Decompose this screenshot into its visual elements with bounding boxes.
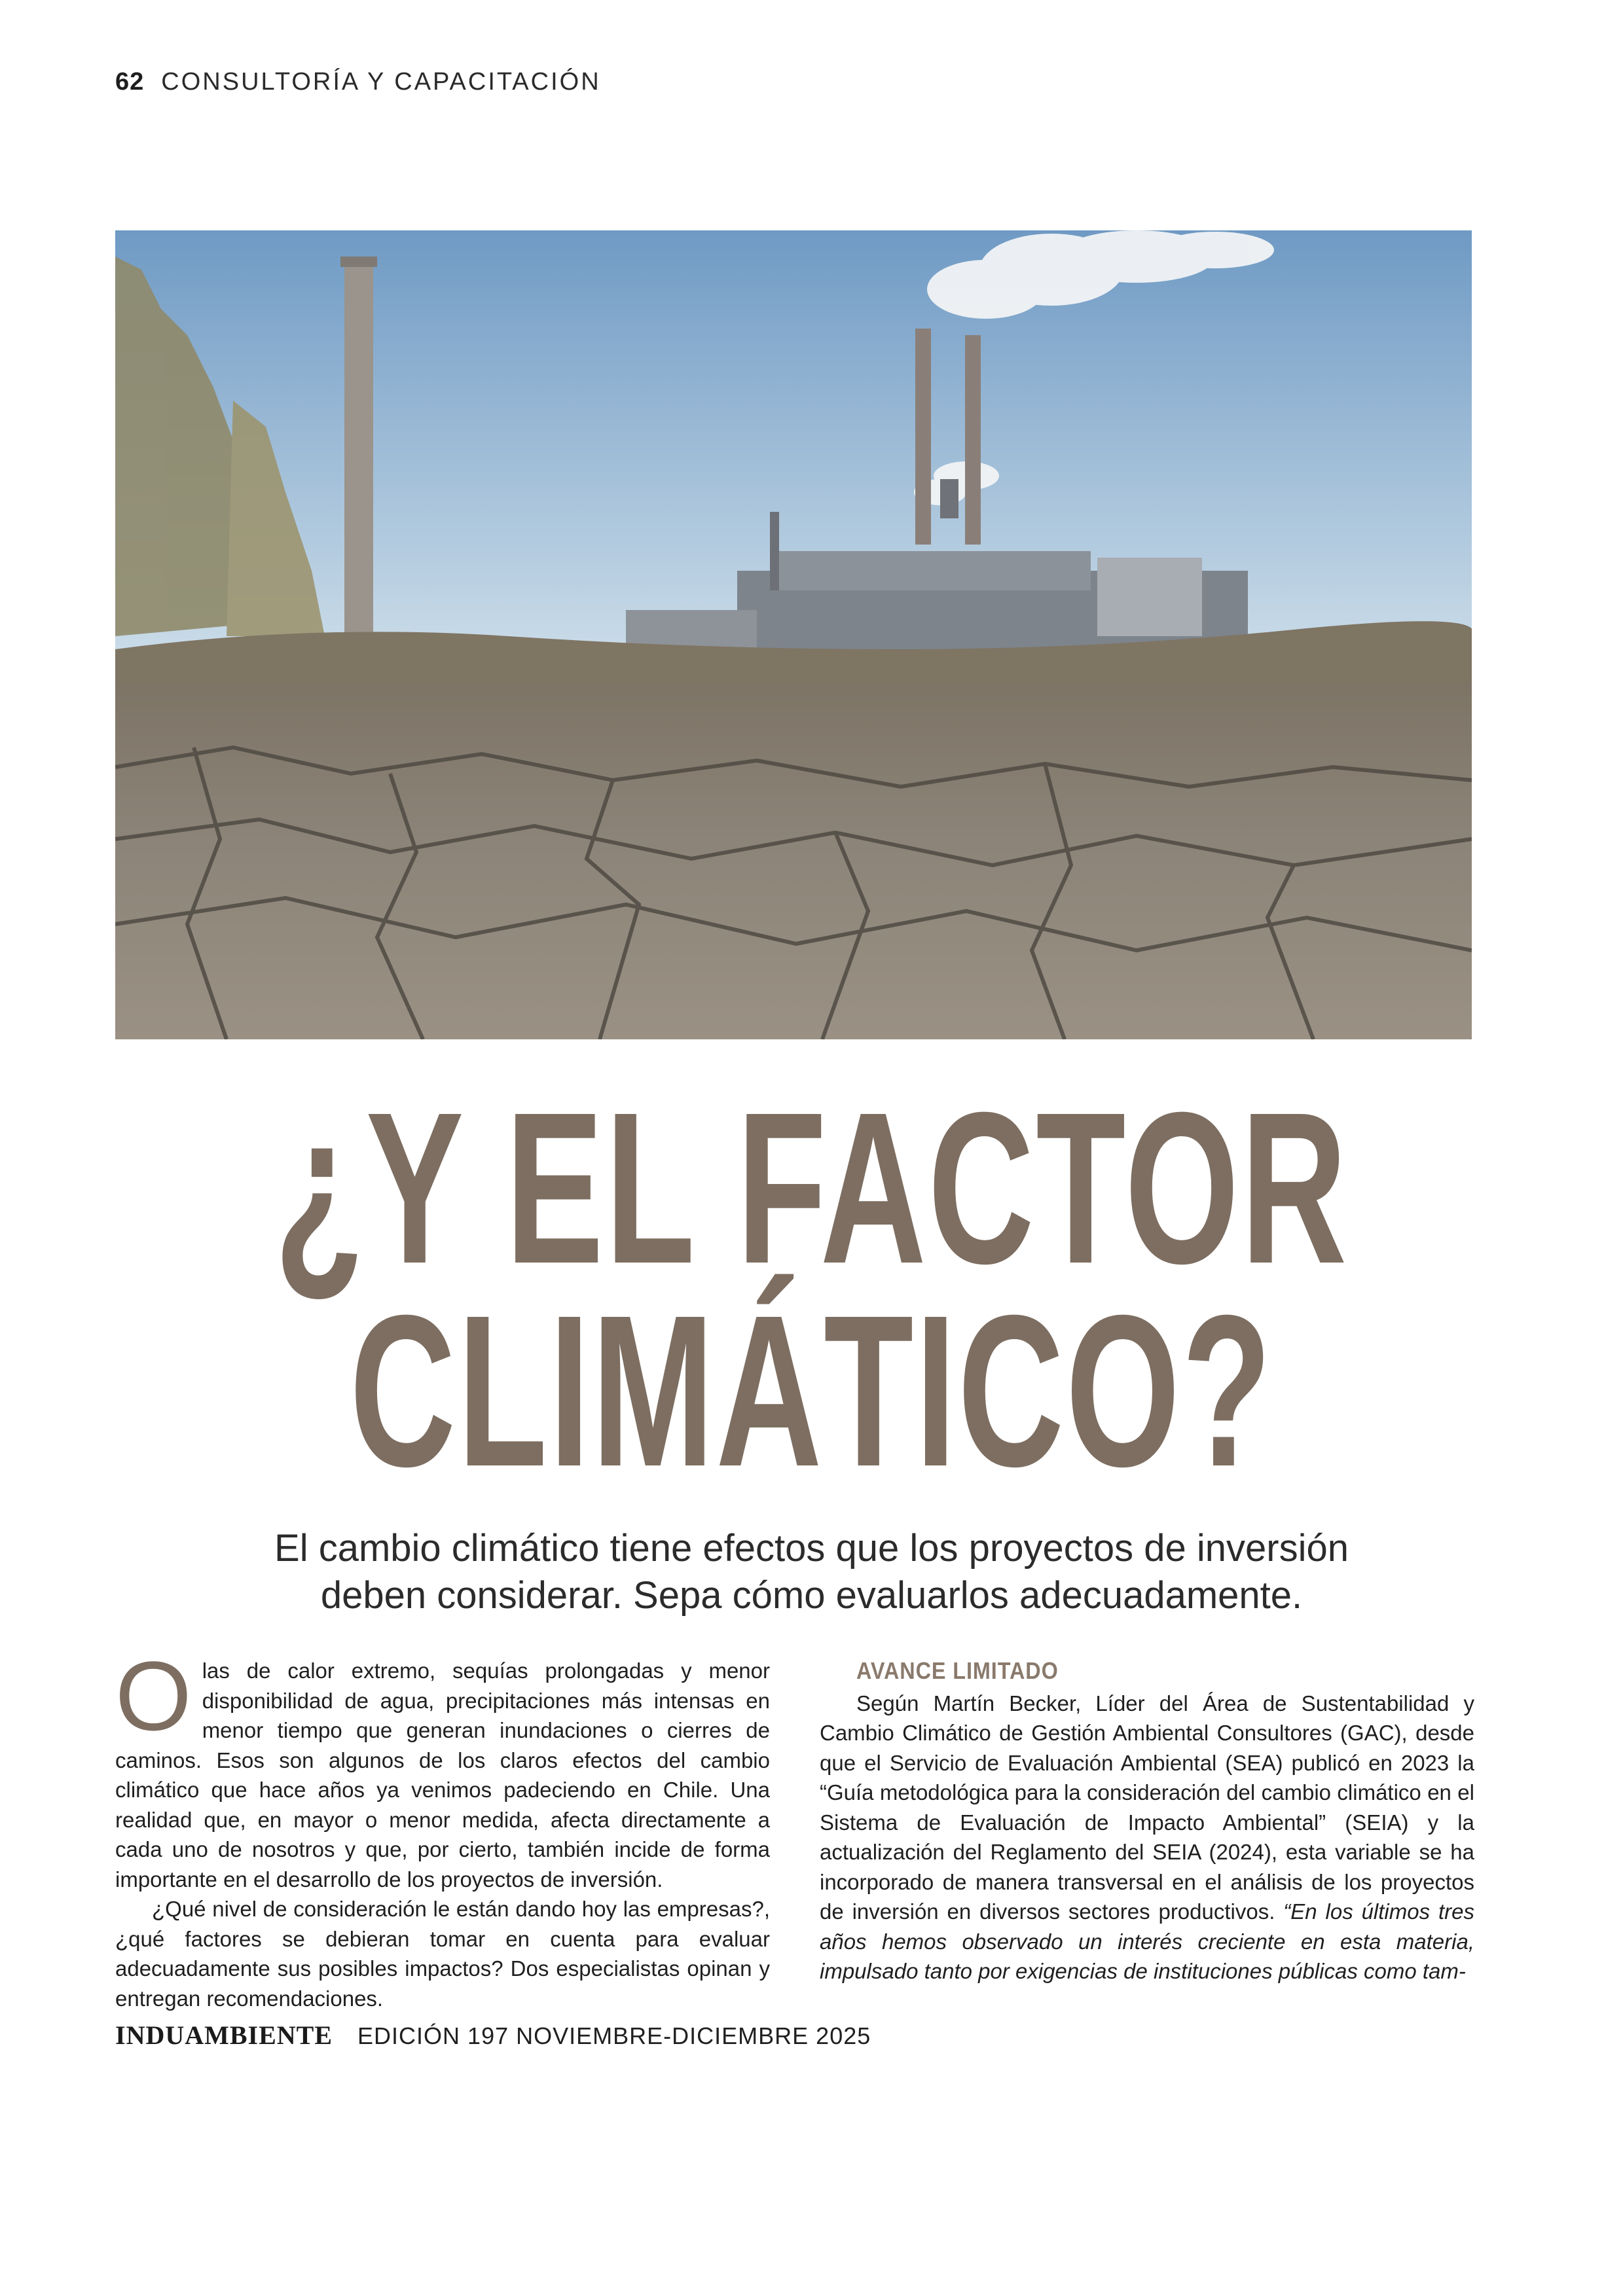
body-text: Según Martín Becker, Líder del Área de Sustentabilidad y Cambio Climático de Gestión Ambiental Consultores (GAC), desde que el Servicio de Evaluación Ambiental (SEA) publicó en 2023 la “Guía metodológica para la consideración del cambio climático en el Sistema de Evaluación de Impacto Ambiental” (SEIA) y la actualización del Reglamento del SEIA (2024), esta variable se ha incorporado de manera transversal en el análisis de los proyectos de inversión en diversos sectores productivos. bbox=[820, 1691, 1474, 1924]
intro-paragraph bbox=[115, 1641, 770, 1894]
subtitle-line-1: El cambio climático tiene efectos que los proyectos de inversión bbox=[274, 1527, 1349, 1570]
quote-text: “En los últimos tres años hemos observado un interés creciente en esta materia, impulsado tanto por exigencias de instituciones públicas como tam- bbox=[820, 1899, 1474, 1983]
headline-line-2: CLIMÁTICO? bbox=[350, 1270, 1273, 1511]
page-header bbox=[115, 68, 601, 101]
article-subtitle bbox=[0, 1525, 1623, 1619]
edition-info: EDICIÓN 197 NOVIEMBRE-DICIEMBRE 2025 bbox=[357, 2022, 871, 2049]
body-column-right bbox=[820, 1656, 1474, 1986]
body-paragraph: ¿Qué nivel de consideración le están dando hoy las empresas?, ¿qué factores se debieran tomar en cuenta para evaluar adecuadamente sus posibles impactos? Dos especialistas opinan y entregan recomendaciones. bbox=[115, 1897, 770, 2011]
hero-photo bbox=[115, 230, 1472, 1039]
subtitle-line-2: deben considerar. Sepa cómo evaluarlos adecuadamente. bbox=[320, 1574, 1303, 1617]
drop-cap: O bbox=[115, 1641, 192, 1751]
section-subhead: AVANCE LIMITADO bbox=[856, 1657, 1059, 1684]
section-title: CONSULTORÍA Y CAPACITACIÓN bbox=[161, 68, 601, 96]
body-column-left bbox=[115, 1641, 770, 2013]
article-headline bbox=[0, 1067, 1623, 1511]
page-number: 62 bbox=[115, 68, 145, 96]
body-paragraph bbox=[820, 1689, 1474, 1986]
page-footer bbox=[115, 2020, 871, 2051]
magazine-logo: INDUAMBIENTE bbox=[115, 2020, 333, 2050]
intro-text: las de calor extremo, sequías prolongadas y menor disponibilidad de agua, precipitaciones más intensas en menor tiempo que generan inundaciones o cierres de caminos. Esos son algunos de los claros efectos del cambio climático que hace años ya venimos padeciendo en Chile. Una realidad que, en mayor o menor medida, afecta directamente a cada uno de nosotros y que, por cierto, también incide de forma importante en el desarrollo de los proyectos de inversión. bbox=[115, 1659, 770, 1892]
headline-line-1: ¿Y EL FACTOR bbox=[274, 1067, 1349, 1308]
